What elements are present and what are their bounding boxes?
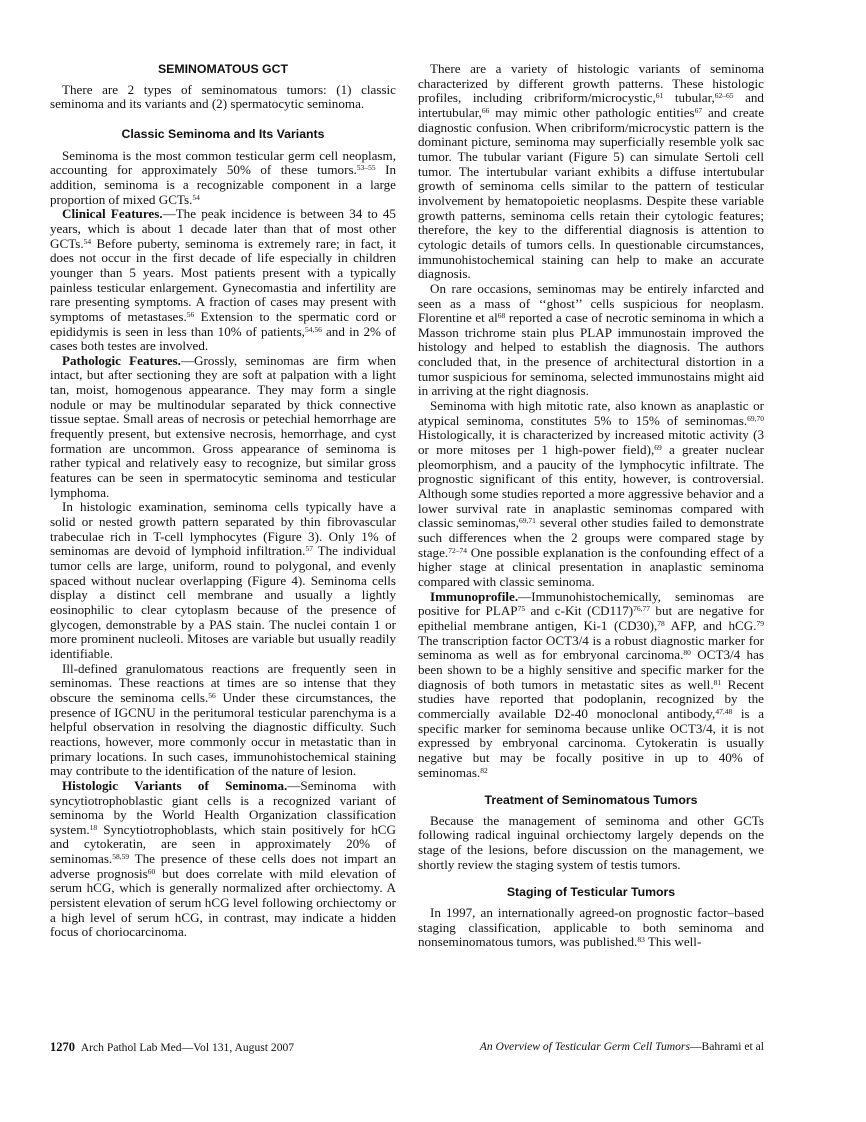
citation: 66: [481, 105, 490, 115]
page-footer: [50, 1040, 764, 1055]
citation: 18: [89, 822, 98, 832]
paragraph: Seminoma with high mitotic rate, also known as anaplastic or atypical seminoma, constitutes 5% to 15% of seminomas.$^{69,70}$ Histologically, it is characterized by increased mitotic activity (3 or more mitoses per 1 high-power field),$^{69}$ a greater nuclear pleomorphism, and a paucity of the lymphocytic infiltrate. The prognostic significant of this entity, however, is controversial. Although some studies reported a more aggressive behavior and a lower survival rate in anaplastic seminomas compared with classic seminomas,$^{69,71}$ several other studies failed to demonstrate such differences when the 2 groups were compared stage by stage.$^{72-74}$ One possible explanation is the confounding effect of a higher stage at clinical presentation in anaplastic seminoma compared with classic seminoma.: [418, 398, 765, 589]
subsection-heading-treatment: Treatment of Seminomatous Tumors: [484, 793, 698, 808]
paragraph-clinical-features: Clinical Features.—The peak incidence is between 34 to 45 years, which is about 1 decade later than that of most other GCTs.$^{54}$ Before puberty, seminoma is extremely rare; in fact, it does not occur in the first decade of life especially in children younger than 5 years. Most patients present with a typically painless testicular enlargement. Gynecomastia and infertility are rare presenting symptoms. A fraction of cases may present with symptoms of metastases.$^{56}$ Extension to the spermatic cord or epididymis is seen in less than 10% of patients,$^{54,56}$ and in 2% of cases both testes are involved.: [50, 206, 396, 354]
citation: 72–74: [448, 545, 467, 555]
citation: 81: [713, 677, 722, 687]
article-title: An Overview of Testicular Germ Cell Tumors: [479, 1040, 690, 1053]
right-column: [418, 62, 764, 950]
citation: 67: [694, 105, 703, 115]
paragraph: In 1997, an internationally agreed-on prognostic factor–based staging classification, applicable to both seminoma and nonseminomatous tumors, was published.$^{83}$ This well-: [418, 905, 764, 950]
citation: 56: [186, 309, 195, 319]
subsection-heading-staging: Staging of Testicular Tumors: [506, 885, 676, 900]
citation: 54: [83, 236, 92, 246]
citation: 58,59: [112, 852, 130, 862]
citation: 78: [657, 618, 665, 628]
page-number: 1270: [50, 1040, 75, 1054]
intro-paragraph: There are 2 types of seminomatous tumors: (1) classic seminoma and its variants and (2) spermatocytic seminoma.: [50, 81, 396, 112]
paragraph: Because the management of seminoma and other GCTs following radical inguinal orchiectomy largely depends on the stage of the lesions, before discussion on the management, we shortly review the staging system of testis tumors.: [418, 812, 764, 872]
paragraph-pathologic-features: Pathologic Features.—Grossly, seminomas are firm when intact, but after sectioning they are soft at palpation with a light tan, moist, homogenous appearance. They may form a single nodule or may be multinodular separated by thick connective tissue septae. Small areas of necrosis or petechial hemorrhage are frequently present, but extensive necrosis, hemorrhage, and cyst formation are uncommon. Gross appearance of seminoma is rather typical and relatively easy to recognize, but similar gross features can be seen in spermatocytic seminoma and testicular lymphoma.: [50, 352, 396, 500]
citation: 80: [683, 648, 691, 658]
paragraph-immunoprofile: Immunoprofile.—Immunohistochemically, seminomas are positive for PLAP$^{75}$ and c-Kit $(CD117)^{76,77}$ but are negative for epithelial membrane antigen, Ki-1 (CD30),$^{78}$ AFP, and hCG.$^{79}$ The transcription factor OCT3/4 is a robust diagnostic marker for seminoma as well as for embryonal carcinoma.$^{80}$ OCT3/4 has been shown to be a highly sensitive and specific marker for the diagnosis of both tumors in metastatic sites as well.$^{81}$ Recent studies have reported that podoplanin, recognized by the commercially available D2-40 monoclonal antibody,$^{47,48}$ is a specific marker for seminoma because unlike OCT3/4, it is not expressed by embryonal carcinoma. Cytokeratin is usually negative but may be focally positive in up to 40% of seminomas.$^{82}$: [418, 588, 765, 780]
citation: 83: [637, 935, 645, 945]
citation: 53–55: [356, 163, 376, 173]
citation: 60: [147, 866, 156, 876]
paragraph: There are a variety of histologic variants of seminoma characterized by different growth patterns. These histologic profiles, including cribriform/microcystic,$^{61}$ tubular,$^{62-65}$ and intertubular,$^{66}$ may mimic other pathologic entities$^{67}$ and create diagnostic confusion. When cribriform/microcystic pattern is the dominant picture, seminoma may superficially resemble yolk sac tumor. The tubular variant (Figure 5) can simulate Sertoli cell tumor. The intertubular variant exhibits a diffuse intertubular growth of seminoma cells similar to the pattern of testicular involvement by hematopoietic neoplasms. Despite these variable growth patterns, seminoma cells retain their cytologic features; therefore, the key to the differential diagnosis is attention to cytologic details of tumors cells. In questionable circumstances, immunohistochemical staining can help to make an accurate diagnosis.: [418, 61, 765, 282]
citation: 69,70: [747, 413, 764, 423]
citation: 54,56: [304, 324, 322, 334]
run-in-heading: Pathologic Features.: [62, 352, 181, 368]
citation: 69: [654, 443, 662, 453]
paragraph: Seminoma is the most common testicular germ cell neoplasm, accounting for approximately 50% of these tumors.$^{53-55}$ In addition, seminoma is a recognizable component in a large proportion of mixed GCTs.$^{54}$: [50, 147, 396, 207]
paragraph: In histologic examination, seminoma cells typically have a solid or nested growth pattern separated by thin fibrovascular trabeculae rich in T-cell lymphocytes (Figure 3). Only 1% of seminomas are devoid of lymphoid infiltration.$^{57}$ The individual tumor cells are large, uniform, round to polygonal, and evenly spaced without nuclear overlapping (Figure 4). Seminoma cells display a distinct cell membrane and usually a lightly eosinophilic to clear cytoplasm because of the presence of glycogen, demonstrable by a PAS stain. The nuclei contain 1 or more prominent nucleoli. Mitoses are variable but usually readily identifiable.: [50, 499, 397, 661]
citation: 76,77: [633, 604, 651, 614]
paragraph: On rare occasions, seminomas may be entirely infarcted and seen as a mass of ‘‘ghost’’ cells suspicious for neoplasm. Florentine et $al^{68}$ reported a case of necrotic seminoma in which a Masson trichrome stain plus PLAP immunostain improved the histology and helped to establish the diagnosis. The authors concluded that, in the presence of architectural distortion in a tumor suspicious for seminoma, selected immunostains might aid in arriving at the right diagnosis.: [418, 280, 764, 399]
citation: 75: [517, 604, 526, 614]
left-column: [50, 62, 396, 940]
run-in-heading: Immunoprofile.: [430, 588, 519, 604]
run-in-heading: Clinical Features.: [62, 206, 163, 222]
citation: 69,71: [519, 516, 536, 526]
citation: 57: [305, 544, 313, 554]
run-in-heading: Histologic Variants of Seminoma.: [62, 777, 288, 793]
authors: —Bahrami et al: [689, 1040, 764, 1053]
section-heading: SEMINOMATOUS GCT: [157, 62, 289, 76]
subsection-heading: Classic Seminoma and Its Variants: [121, 126, 325, 141]
citation: 79: [756, 618, 764, 628]
citation: 62–65: [714, 91, 734, 101]
citation: 54: [192, 192, 200, 202]
citation: 56: [208, 690, 216, 700]
citation: 47,48: [715, 706, 733, 716]
citation: 82: [480, 765, 488, 775]
paragraph: Ill-defined granulomatous reactions are frequently seen in seminomas. These reactions at times are so intense that they obscure the seminoma cells.$^{56}$ Under these circumstances, the presence of IGCNU in the peritumoral testicular parenchyma is a helpful observation in resolving the diagnostic difficulty. Such reactions, however, more commonly occur in metastatic than in primary locations. In such cases, immunohistochemical staining may contribute to the identification of the nature of lesion.: [50, 660, 396, 779]
running-title: [480, 1040, 764, 1054]
paragraph-histologic-variants: Histologic Variants of Seminoma.—Seminoma with syncytiotrophoblastic giant cells is a recognized variant of seminoma by the World Health Organization classification system.$^{18}$ Syncytiotrophoblasts, which stain positively for hCG and cytokeratin, are seen in approximately 20% of seminomas.$^{58,59}$ The presence of these cells does not impart an adverse prognosis$^{60}$ but does correlate with mild elevation of serum hCG, which is generally normalized after orchiectomy. A persistent elevation of serum hCG level following orchiectomy or a high level of serum hCG, in contrast, may indicate a hidden focus of choriocarcinoma.: [50, 777, 397, 940]
citation: 68: [497, 311, 506, 321]
citation: 61: [655, 91, 664, 101]
journal-citation: Arch Pathol Lab Med—Vol 131, August 2007: [80, 1041, 295, 1054]
